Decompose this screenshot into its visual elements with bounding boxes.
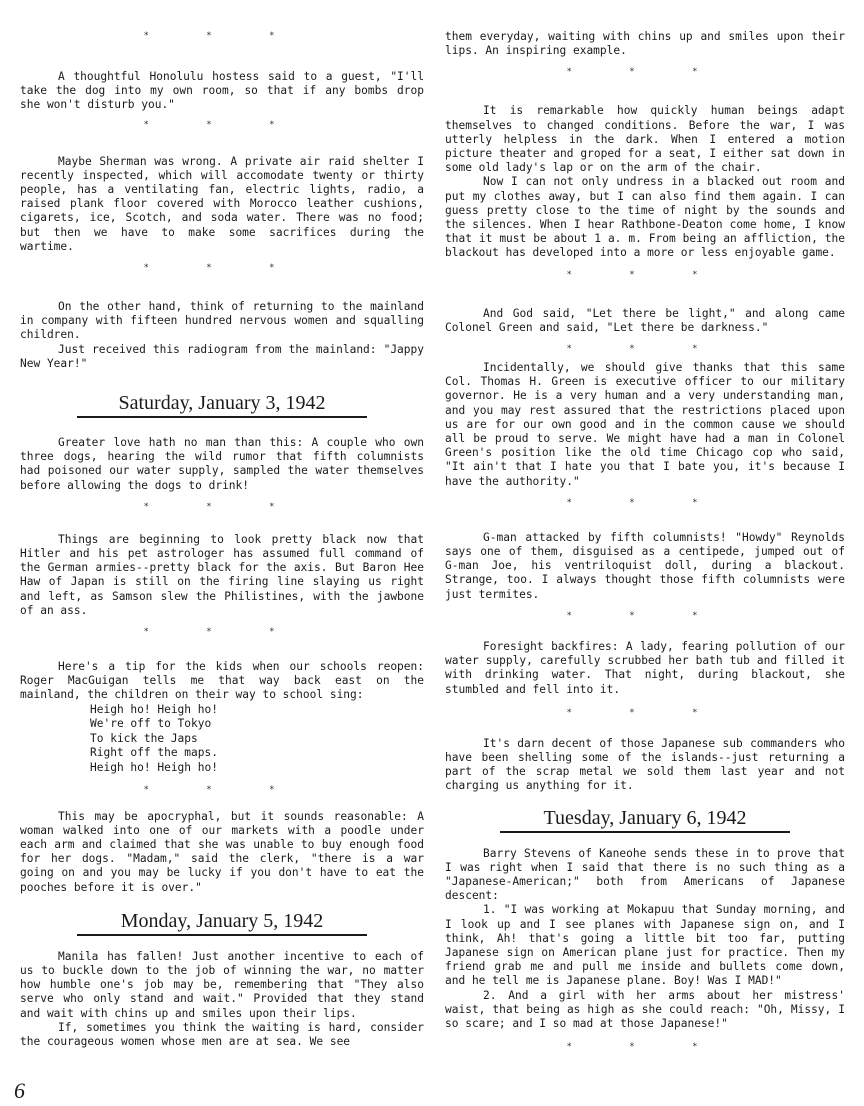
paragraph-adapt: It is remarkable how quickly human beings adapt themselves to changed conditions. Before the war, I was utterly helpless in the dark. When I entered a motion picture theater and groped for a seat, I either sat down in some old lady's lap or on the arm of the chair.	[445, 104, 845, 175]
paragraph-manila: Manila has fallen! Just another incentive to each of us to buckle down to the job of winning the war, no matter how humble one's job may be, remembering that "They also serve who only stand and wait." Provided that they stand and wait with chins up and smiles upon their lips.	[20, 949, 424, 1020]
section-separator: * * *	[566, 344, 724, 355]
section-separator: * * *	[143, 784, 301, 795]
section-separator: * * *	[566, 269, 724, 280]
paragraph-inspiring-example: them everyday, waiting with chins up and smiles upon their lips. An inspiring example.	[445, 30, 845, 58]
paragraph-sub-commanders: It's darn decent of those Japanese sub commanders who have been shelling some of the islands--just returning a part of the scrap metal we sold them last year and not charging us anything for it.	[445, 736, 845, 793]
section-separator: * * *	[143, 31, 301, 41]
date-heading-jan-5: Monday, January 5, 1942	[77, 909, 367, 936]
right-column	[445, 30, 845, 1053]
section-separator: * * *	[566, 610, 724, 621]
paragraph-colonel-green: Incidentally, we should give thanks that this same Col. Thomas H. Green is executive officer to our military governor. He is a very human and a very understanding man, and you may rest assured that the restrictions placed upon us are for our own good and in the common cause we should all be proud to serve. We might have had a man in Colonel Green's position like the old time Chicago cop who said, "It ain't that I hate you that I bate you, it's because I have the authority."	[445, 361, 845, 488]
paragraph-greater-love: Greater love hath no man than this: A couple who own three dogs, hearing the wild rumor that fifth columnists had poisoned our water supply, sampled the water themselves before allowing the dogs to drink!	[20, 436, 424, 492]
paragraph-foresight: Foresight backfires: A lady, fearing pollution of our water supply, carefully scrubbed her bath tub and filled it with drinking water. That night, during blackout, she stumbled and fell into it.	[445, 639, 845, 696]
song-verse	[20, 703, 424, 776]
song-line: We're off to Tokyo	[90, 717, 212, 731]
page-number: 6	[14, 1078, 25, 1103]
section-separator: * * *	[143, 263, 301, 274]
song-line: To kick the Japs	[90, 731, 198, 745]
paragraph-waiting: If, sometimes you think the waiting is hard, consider the courageous women whose men are at sea. We see	[20, 1020, 424, 1049]
paragraph-black-for-axis: Things are beginning to look pretty black now that Hitler and his pet astrologer has assumed full command of the German armies--pretty black for the axis. But Baron Hee Haw of Japan is still on the firing line slaying us right and left, as Samson slew the Philistines, with the jawbone of an ass.	[20, 532, 424, 617]
paragraph-blackout-game: Now I can not only undress in a blacked out room and put my clothes away, but I can also find them again. I can guess pretty close to the time of night by the sounds and the silences. When I hear Rathbone-Deaton come home, I know that it must be about 1 a. m. From being an affliction, the blackout has developed into a more or less enjoyable game.	[445, 175, 845, 260]
song-line: Right off the maps.	[90, 746, 218, 760]
paragraph-poodle: This may be apocryphal, but it sounds reasonable: A woman walked into one of our markets with a poodle under each arm and claimed that she was unable to buy enough food for her dogs. "Madam," said the clerk, "there is a war going on and you may be lucky if you don't have to eat the pooches before it is over."	[20, 809, 424, 894]
left-column	[20, 30, 424, 1049]
section-separator: * * *	[566, 497, 724, 508]
section-separator: * * *	[143, 501, 301, 512]
section-separator: * * *	[566, 67, 724, 78]
date-heading-jan-6: Tuesday, January 6, 1942	[500, 806, 790, 833]
paragraph-mainland: On the other hand, think of returning to the mainland in company with fifteen hundred nervous women and squalling children.	[20, 300, 424, 342]
paragraph-story-one: 1. "I was working at Mokapuu that Sunday morning, and I look up and I see planes with Japanese sign on, and I think, Ah! that's going a little bit too far, putting Japanese sign on American plane just for practice. Then my friend grab me and pull me inside and bullets come down, and he tell me is Japanese plane. Boy! Was I MAD!"	[445, 903, 845, 988]
section-separator: * * *	[143, 119, 301, 130]
paragraph-hostess: A thoughtful Honolulu hostess said to a guest, "I'll take the dog into my own room, so that if any bombs drop she won't disturb you."	[20, 70, 424, 112]
song-line: Heigh ho! Heigh ho!	[90, 761, 218, 775]
paragraph-story-two: 2. And a girl with her arms about her mistress' waist, that being as high as she could reach: "Oh, Missy, I so scare; and I so mad at those Japanese!"	[445, 988, 845, 1030]
section-separator: * * *	[566, 1042, 724, 1053]
paragraph-let-there-be-light: And God said, "Let there be light," and along came Colonel Green and said, "Let there be darkness."	[445, 306, 845, 334]
paragraph-barry-stevens: Barry Stevens of Kaneohe sends these in to prove that I was right when I said that there is no such thing as a "Japanese-American;" both from Americans of Japanese descent:	[445, 846, 845, 903]
section-separator: * * *	[566, 707, 724, 718]
paragraph-school-tip: Here's a tip for the kids when our schools reopen: Roger MacGuigan tells me that way back east on the mainland, the children on their way to school sing:	[20, 660, 424, 702]
section-separator: * * *	[143, 627, 301, 638]
paragraph-radiogram: Just received this radiogram from the mainland: "Jappy New Year!"	[20, 342, 424, 370]
date-heading-jan-3: Saturday, January 3, 1942	[77, 391, 367, 418]
paragraph-air-raid-shelter: Maybe Sherman was wrong. A private air raid shelter I recently inspected, which will accomodate twenty or thirty people, has a ventilating fan, electric lights, radio, a raised plank floor covered with Morocco leather cushions, cigarets, ice, Scotch, and soda water. There was no food; but then we have to make some sacrifices during the wartime.	[20, 154, 424, 253]
song-line: Heigh ho! Heigh ho!	[90, 702, 218, 716]
paragraph-g-man: G-man attacked by fifth columnists! "Howdy" Reynolds says one of them, disguised as a centipede, jumped out of G-man Joe, his ventriloquist doll, during a blackout. Strange, too. I always thought those fifth columnists were just termites.	[445, 530, 845, 601]
